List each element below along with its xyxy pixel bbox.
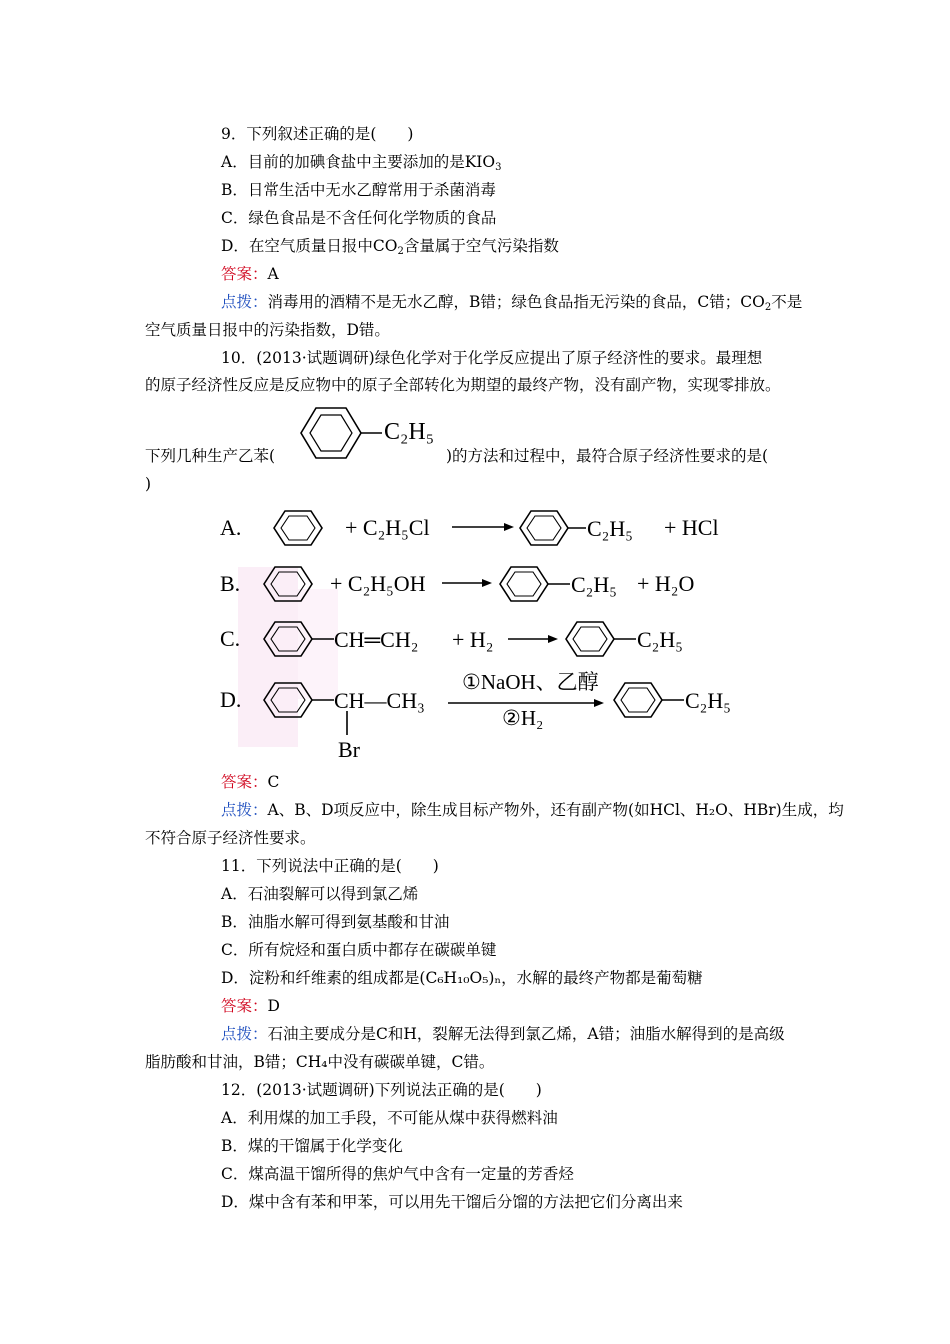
q10-stem-line1: 10．(2013·试题调研)绿色化学对于化学反应提出了原子经济性的要求。最理想 <box>221 349 763 367</box>
q10-stem-line4: ) <box>145 475 152 493</box>
q11-stem: 11．下列说法中正确的是( ) <box>221 857 439 875</box>
q12-option-d: D．煤中含有苯和甲苯，可以用先干馏后分馏的方法把它们分离出来 <box>221 1193 683 1211</box>
q11-answer: 答案：D <box>221 997 280 1015</box>
answer-label: 答案： <box>221 997 268 1015</box>
q9-option-b: B．日常生活中无水乙醇常用于杀菌消毒 <box>221 181 496 199</box>
q11-option-a: A．石油裂解可以得到氯乙烯 <box>221 885 419 903</box>
benzene-ring-icon <box>520 511 568 545</box>
q9-option-a: A．目前的加碘食盐中主要添加的是$KIO_3$ <box>221 153 502 173</box>
benzene-ring-icon <box>614 683 662 717</box>
q11-hint-line2: 脂肪酸和甘油，B错；CH₄中没有碳碳单键，C错。 <box>145 1053 495 1071</box>
q12-option-c: C．煤高温干馏所得的焦炉气中含有一定量的芳香烃 <box>221 1165 574 1183</box>
option-d-condition-top: ①NaOH、乙醇 <box>462 670 599 694</box>
option-b-reagent: + C₂H₅OH <box>330 571 426 596</box>
q11-option-c: C．所有烷烃和蛋白质中都存在碳碳单键 <box>221 941 497 959</box>
q10-stem-line2: 的原子经济性反应是反应物中的原子全部转化为期望的最终产物，没有副产物，实现零排放。 <box>145 376 781 394</box>
hint-label: 点拨： <box>221 801 268 819</box>
option-b-letter: B. <box>220 571 241 596</box>
hint-label: 点拨： <box>221 293 268 311</box>
option-a-product-group: C₂H₅ <box>587 516 633 541</box>
arrow-icon <box>482 579 492 587</box>
ethyl-group-label: C₂H₅ <box>384 419 435 445</box>
q12-option-b: B．煤的干馏属于化学变化 <box>221 1137 403 1155</box>
option-a-reagent: + C₂H₅Cl <box>345 515 430 540</box>
option-d-letter: D. <box>220 687 242 712</box>
arrow-icon <box>594 699 604 707</box>
q10-stem-line3-post: )的方法和过程中，最符合原子经济性要求的是( <box>446 447 769 465</box>
ethylbenzene-structure <box>292 402 452 464</box>
q9-hint: 点拨：消毒用的酒精不是无水乙醇，B错；绿色食品指无污染的食品，C错；$CO_2$不是 <box>221 293 803 313</box>
option-c-reagent: + H₂ <box>452 627 494 652</box>
option-c-product-group: C₂H₅ <box>637 627 683 652</box>
option-d-branch: Br <box>338 737 360 762</box>
option-d-condition-bottom: ②H₂ <box>502 706 544 730</box>
q9-hint-line2: 空气质量日报中的污染指数，D错。 <box>145 321 390 339</box>
option-a-letter: A. <box>220 515 242 540</box>
option-d-product-group: C₂H₅ <box>685 688 731 713</box>
answer-label: 答案： <box>221 265 268 283</box>
q11-hint: 点拨：石油主要成分是C和H，裂解无法得到氯乙烯，A错；油脂水解得到的是高级 <box>221 1025 785 1043</box>
hint-label: 点拨： <box>221 1025 268 1043</box>
q10-answer: 答案：C <box>221 773 280 791</box>
q12-stem: 12．(2013·试题调研)下列说法正确的是( ) <box>221 1081 542 1099</box>
q9-option-d: D．在空气质量日报中$CO_2$含量属于空气污染指数 <box>221 237 559 257</box>
q9-stem: 9．下列叙述正确的是( ) <box>221 125 414 143</box>
arrow-icon <box>504 523 514 531</box>
q10-hint-line2: 不符合原子经济性要求。 <box>145 829 316 847</box>
option-b-product-group: C₂H₅ <box>571 572 617 597</box>
q12-option-a: A．利用煤的加工手段，不可能从煤中获得燃料油 <box>221 1109 558 1127</box>
q10-reaction-options <box>212 497 752 769</box>
q11-option-b: B．油脂水解可得到氨基酸和甘油 <box>221 913 450 931</box>
option-a-byproduct: + HCl <box>664 515 719 540</box>
q9-option-c: C．绿色食品是不含任何化学物质的食品 <box>221 209 497 227</box>
q9-answer: 答案：A <box>221 265 279 283</box>
benzene-ring-icon <box>500 567 548 601</box>
q10-stem-line3-pre: 下列几种生产乙苯( <box>145 447 276 465</box>
benzene-ring-icon <box>566 622 614 656</box>
q11-option-d: D．淀粉和纤维素的组成都是(C₆H₁₀O₅)ₙ，水解的最终产物都是葡萄糖 <box>221 969 703 987</box>
option-d-substituent: CH—CH₃ <box>334 688 425 713</box>
benzene-ring-icon <box>274 511 322 545</box>
option-b-byproduct: + H₂O <box>637 571 695 596</box>
option-c-letter: C. <box>220 626 241 651</box>
option-a-reaction <box>220 511 719 545</box>
answer-label: 答案： <box>221 773 268 791</box>
option-c-substituent: CH═CH₂ <box>334 627 419 652</box>
q10-hint: 点拨：A、B、D项反应中，除生成目标产物外，还有副产物(如HCl、H₂O、HBr)生成，均 <box>221 801 844 819</box>
arrow-icon <box>548 635 558 643</box>
